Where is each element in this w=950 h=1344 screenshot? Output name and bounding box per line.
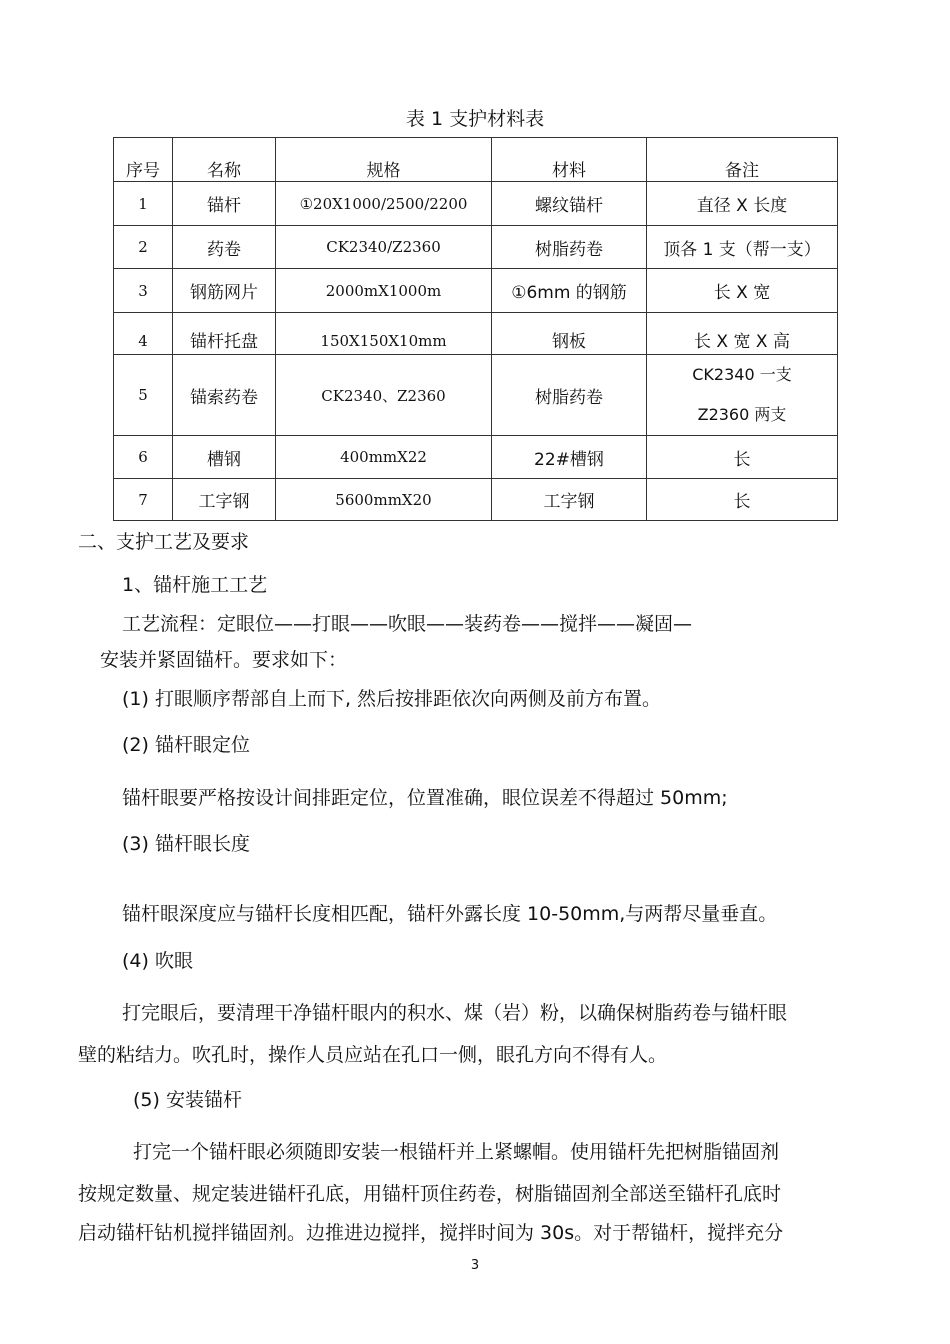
cell-no: 5 xyxy=(114,355,173,436)
table-header-row xyxy=(114,138,838,182)
cell-name: 锚杆托盘 xyxy=(173,313,276,355)
table-row xyxy=(114,226,838,269)
remark-line: Z2360 两支 xyxy=(697,405,787,424)
cell-no: 7 xyxy=(114,479,173,521)
cell-name: 钢筋网片 xyxy=(173,269,276,313)
cell-remark: 长 X 宽 X 高 xyxy=(647,313,838,355)
cell-spec: 5600mmX20 xyxy=(276,479,492,521)
cell-name: 药卷 xyxy=(173,226,276,269)
cell-spec: 400mmX22 xyxy=(276,436,492,479)
sub-title: 1、锚杆施工工艺 xyxy=(122,574,268,596)
cell-material: 树脂药卷 xyxy=(492,355,647,436)
header-cell: 名称 xyxy=(173,138,276,182)
table-row xyxy=(114,436,838,479)
section-title: 二、支护工艺及要求 xyxy=(78,531,250,553)
cell-spec: CK2340/Z2360 xyxy=(276,226,492,269)
flow-line-2: 安装并紧固锚杆。要求如下： xyxy=(100,649,348,671)
cell-no: 2 xyxy=(114,226,173,269)
item-1: (1) 打眼顺序帮部自上而下, 然后按排距依次向两侧及前方布置。 xyxy=(122,688,662,710)
cell-spec: 150X150X10mm xyxy=(276,313,492,355)
item-5-title: (5) 安装锚杆 xyxy=(133,1089,242,1111)
item-5-line-1: 打完一个锚杆眼必须随即安装一根锚杆并上紧螺帽。使用锚杆先把树脂锚固剂 xyxy=(133,1141,780,1163)
cell-material: 22#槽钢 xyxy=(492,436,647,479)
table-row xyxy=(114,355,838,436)
cell-no: 4 xyxy=(114,313,173,355)
cell-name: 工字钢 xyxy=(173,479,276,521)
cell-remark xyxy=(647,355,838,436)
cell-material: 工字钢 xyxy=(492,479,647,521)
cell-spec: ①20X1000/2500/2200 xyxy=(276,182,492,226)
cell-material: 螺纹锚杆 xyxy=(492,182,647,226)
cell-material: 钢板 xyxy=(492,313,647,355)
header-cell: 备注 xyxy=(647,138,838,182)
item-5-line-2: 按规定数量、规定装进锚杆孔底，用锚杆顶住药卷，树脂锚固剂全部送至锚杆孔底时 xyxy=(78,1183,782,1205)
cell-name: 锚杆 xyxy=(173,182,276,226)
header-cell: 序号 xyxy=(114,138,173,182)
item-4-line-2: 壁的粘结力。吹孔时，操作人员应站在孔口一侧，眼孔方向不得有人。 xyxy=(78,1044,668,1066)
item-3-text: 锚杆眼深度应与锚杆长度相匹配，锚杆外露长度 10-50mm,与两帮尽量垂直。 xyxy=(122,903,778,925)
item-5-line-3: 启动锚杆钻机搅拌锚固剂。边推进边搅拌，搅拌时间为 30s。对于帮锚杆，搅拌充分 xyxy=(78,1222,784,1244)
cell-name: 槽钢 xyxy=(173,436,276,479)
cell-remark: 顶各 1 支（帮一支） xyxy=(647,226,838,269)
support-material-table xyxy=(113,137,838,521)
cell-spec: 2000mX1000m xyxy=(276,269,492,313)
item-4-title: (4) 吹眼 xyxy=(122,950,193,972)
table-row xyxy=(114,479,838,521)
remark-line: CK2340 一支 xyxy=(692,365,792,384)
table-row xyxy=(114,182,838,226)
cell-no: 3 xyxy=(114,269,173,313)
item-2-title: (2) 锚杆眼定位 xyxy=(122,734,250,756)
page-number: 3 xyxy=(470,1258,480,1273)
cell-material: 树脂药卷 xyxy=(492,226,647,269)
table-row xyxy=(114,269,838,313)
table-row xyxy=(114,313,838,355)
cell-remark: 长 xyxy=(647,479,838,521)
cell-name: 锚索药卷 xyxy=(173,355,276,436)
cell-no: 6 xyxy=(114,436,173,479)
header-cell: 材料 xyxy=(492,138,647,182)
cell-remark: 长 X 宽 xyxy=(647,269,838,313)
cell-no: 1 xyxy=(114,182,173,226)
item-2-text: 锚杆眼要严格按设计间排距定位，位置准确，眼位误差不得超过 50mm; xyxy=(122,787,728,809)
cell-remark: 长 xyxy=(647,436,838,479)
cell-material: ①6mm 的钢筋 xyxy=(492,269,647,313)
item-4-line-1: 打完眼后，要清理干净锚杆眼内的积水、煤（岩）粉，以确保树脂药卷与锚杆眼 xyxy=(122,1002,788,1024)
header-cell: 规格 xyxy=(276,138,492,182)
table-caption: 表 1 支护材料表 xyxy=(405,108,545,130)
cell-spec: CK2340、Z2360 xyxy=(276,355,492,436)
item-3-title: (3) 锚杆眼长度 xyxy=(122,833,250,855)
cell-remark: 直径 X 长度 xyxy=(647,182,838,226)
flow-line-1: 工艺流程：定眼位——打眼——吹眼——装药卷——搅拌——凝固— xyxy=(122,613,693,635)
